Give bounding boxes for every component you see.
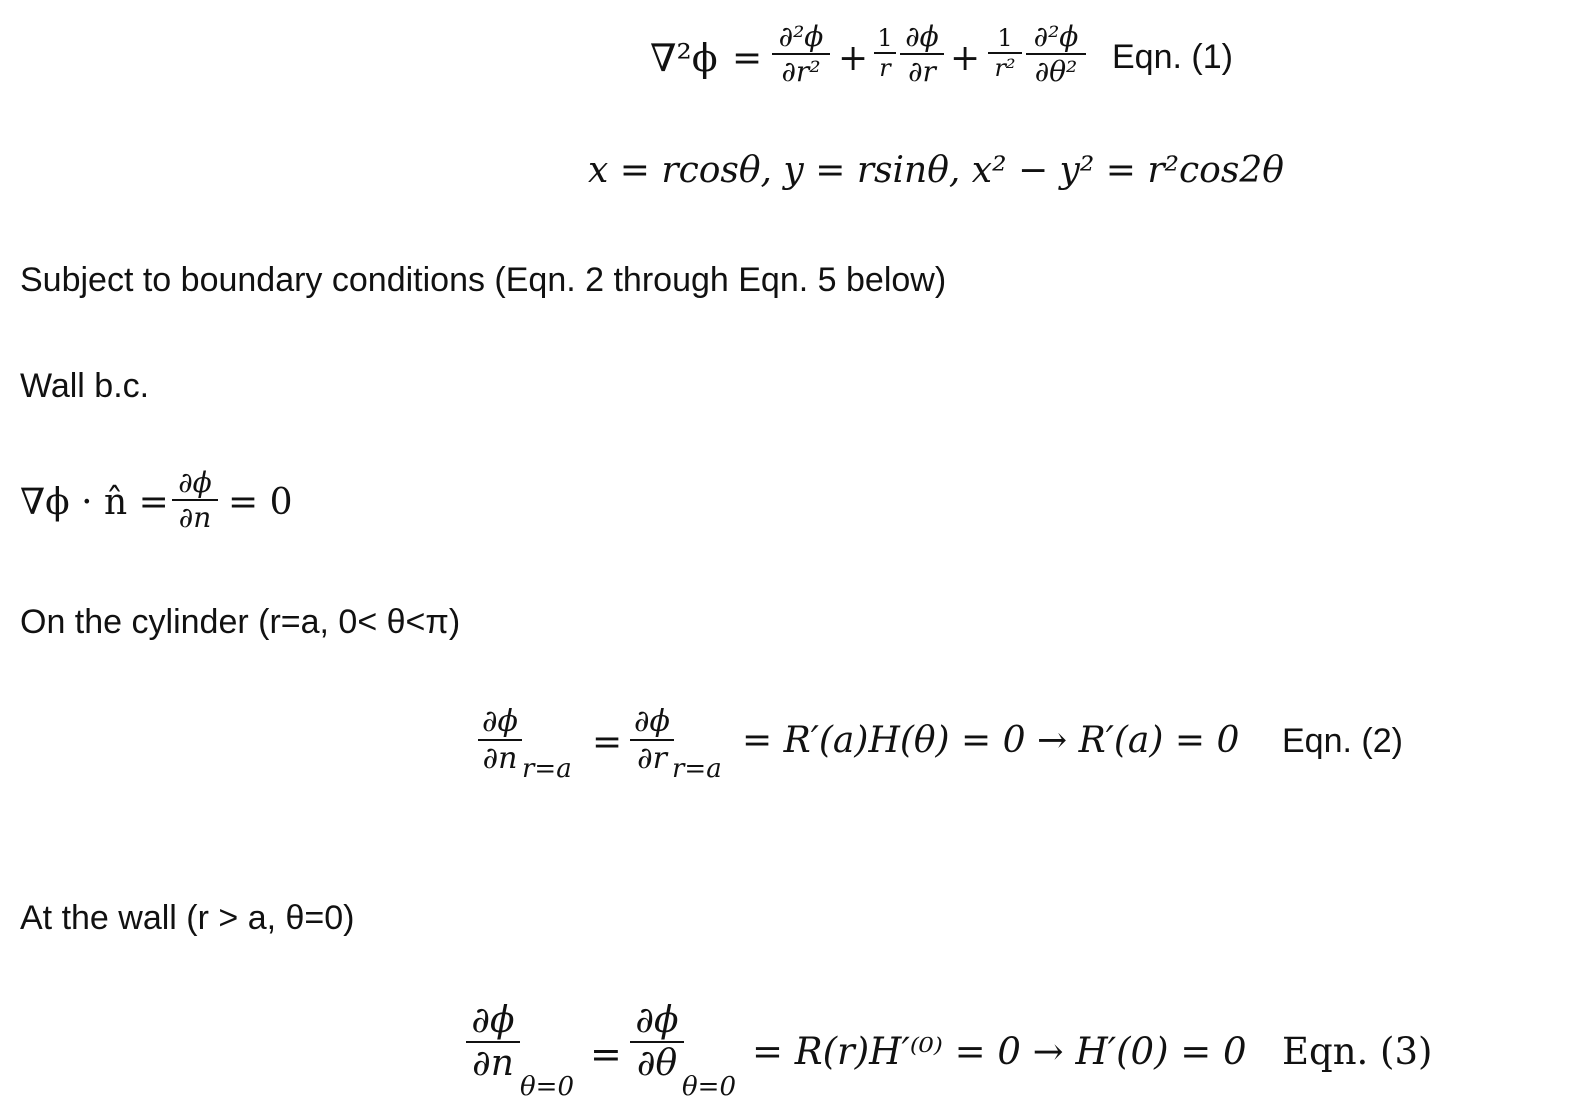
fraction-dphi-dtheta (630, 1000, 684, 1084)
fraction-dphi-dn (172, 466, 218, 534)
fraction-numerator: ∂ϕ (178, 466, 212, 499)
fraction-dphi-dr (630, 704, 674, 776)
boundary-conditions-intro: Subject to boundary conditions (Eqn. 2 through Eqn. 5 below) (20, 261, 947, 299)
fraction-numerator: ∂ϕ (905, 20, 939, 53)
gradient-dot-normal: ∇ϕ · n̂ = (20, 482, 169, 523)
cylinder-heading: On the cylinder (r=a, 0< θ<π) (20, 603, 461, 641)
fraction-dphi-dn (466, 1000, 520, 1084)
fraction-numerator: ∂²ϕ (1033, 20, 1079, 53)
fraction-d2phi-dtheta2 (1026, 20, 1086, 88)
wall-rhs: = R(r)H′⁽⁰⁾ = 0 → H′(0) = 0 (752, 1030, 1247, 1073)
fraction-numerator: ∂ϕ (635, 1000, 679, 1041)
equation-3-tag: Eqn. (3) (1282, 1030, 1433, 1073)
fraction-denominator: ∂r (637, 741, 667, 776)
subscript-r-equals-a: r=a (522, 754, 572, 784)
wall-bc-heading: Wall b.c. (20, 367, 150, 405)
equation-2-tag: Eqn. (2) (1282, 722, 1403, 760)
wall-heading: At the wall (r > a, θ=0) (20, 899, 355, 937)
equals-sign: = (592, 722, 623, 763)
cylinder-rhs: = R′(a)H(θ) = 0 → R′(a) = 0 (742, 720, 1240, 761)
fraction-denominator: r² (994, 54, 1016, 82)
subscript-theta-equals-0: θ=0 (682, 1072, 736, 1102)
fraction-1-over-r2 (988, 24, 1022, 82)
fraction-denominator: ∂r² (781, 55, 821, 88)
plus-sign: + (838, 38, 869, 79)
plus-sign: + (950, 38, 981, 79)
subscript-theta-equals-0: θ=0 (520, 1072, 574, 1102)
equation-1-tag: Eqn. (1) (1112, 38, 1233, 76)
fraction-numerator: ∂ϕ (482, 704, 518, 739)
equals-sign: = (732, 38, 763, 79)
fraction-numerator: ∂ϕ (634, 704, 670, 739)
fraction-denominator: ∂r (908, 55, 936, 88)
fraction-numerator: 1 (997, 24, 1013, 52)
fraction-denominator: ∂θ (636, 1043, 678, 1084)
equals-sign: = (590, 1032, 622, 1076)
fraction-dphi-dn (478, 704, 522, 776)
fraction-dphi-dr (900, 20, 944, 88)
fraction-1-over-r (874, 24, 896, 82)
fraction-denominator: ∂n (482, 741, 518, 776)
polar-coordinates-relation: x = rcosθ, y = rsinθ, x² − y² = r²cos2θ (588, 150, 1284, 191)
fraction-d2phi-dr2 (772, 20, 830, 88)
fraction-denominator: ∂n (472, 1043, 514, 1084)
subscript-r-equals-a: r=a (672, 754, 722, 784)
equals-zero: = 0 (228, 482, 293, 523)
fraction-denominator: ∂θ² (1034, 55, 1078, 88)
fraction-numerator: ∂ϕ (471, 1000, 515, 1041)
fraction-numerator: ∂²ϕ (778, 20, 824, 53)
fraction-denominator: r (879, 54, 891, 82)
laplacian-lhs: ∇²ϕ (650, 36, 718, 80)
fraction-numerator: 1 (877, 24, 893, 52)
fraction-denominator: ∂n (178, 501, 212, 534)
